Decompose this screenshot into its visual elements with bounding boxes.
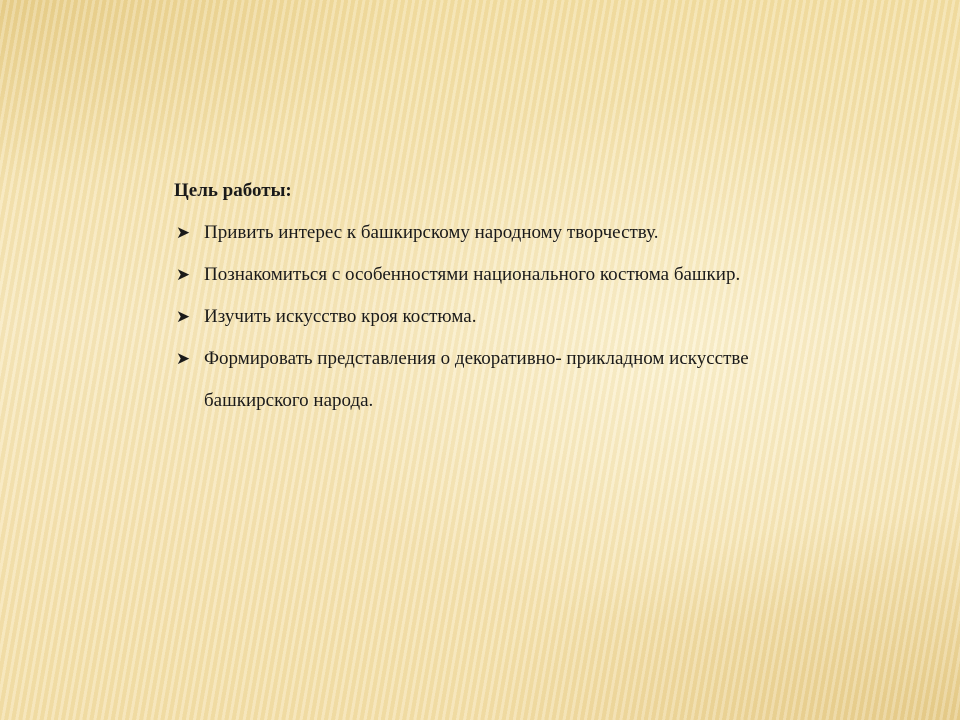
list-item (174, 212, 814, 254)
arrow-bullet-icon: ➤ (175, 265, 191, 284)
arrow-bullet-icon: ➤ (175, 307, 191, 326)
arrow-bullet-icon: ➤ (175, 349, 191, 368)
list-item-text: Познакомиться с особенностями национального костюма башкир. (204, 264, 741, 285)
list-item-text: Изучить искусство кроя костюма. (204, 306, 477, 327)
list-item (174, 338, 814, 422)
list-item (174, 296, 814, 338)
list-item (174, 254, 814, 296)
slide-heading: Цель работы: (174, 180, 292, 201)
arrow-bullet-icon: ➤ (175, 223, 191, 242)
list-item-text: Привить интерес к башкирскому народному творчеству. (204, 222, 659, 243)
slide-content (174, 176, 814, 422)
list-item-text: Формировать представления о декоративно- прикладном искусстве башкирского народа. (204, 348, 749, 411)
